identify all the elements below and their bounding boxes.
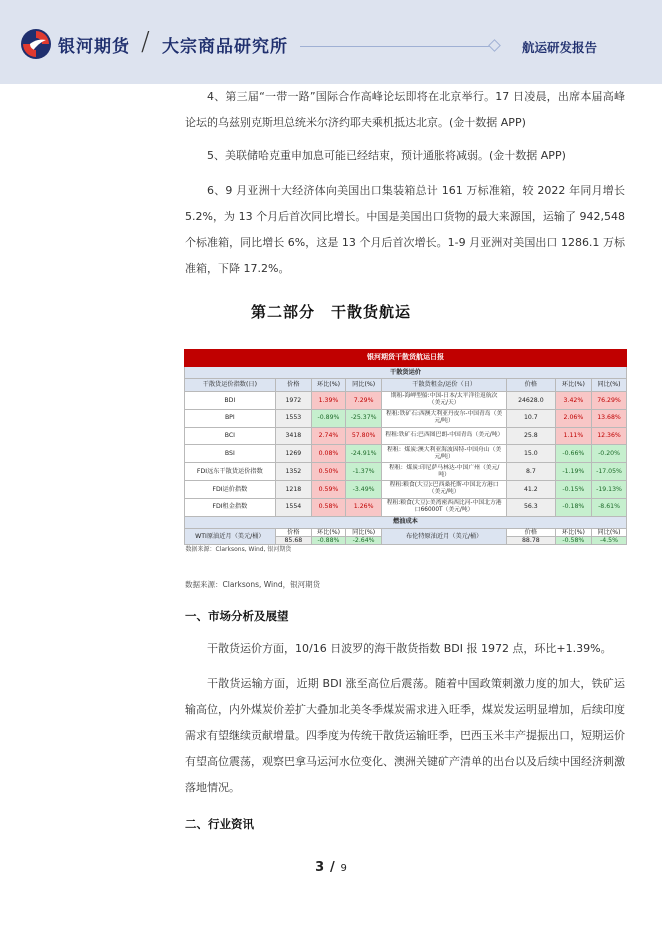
index-price: 1269 <box>275 445 311 463</box>
col-index: 干散货运价指数(日) <box>185 379 276 392</box>
section-title: 第二部分 干散货航运 <box>250 303 411 321</box>
index-price: 1554 <box>275 498 311 516</box>
table-header-row <box>185 379 627 392</box>
page-separator: / <box>329 860 335 875</box>
table-row <box>185 409 627 427</box>
galaxy-futures-logo-icon <box>20 28 52 60</box>
fuel-header: 燃油成本 <box>185 516 627 528</box>
fuel-col-mom: 环比(%) <box>311 528 345 536</box>
route-price: 8.7 <box>506 463 555 481</box>
index-mom: 1.39% <box>311 392 345 410</box>
route-price: 56.3 <box>506 498 555 516</box>
freight-header: 干散货运价 <box>185 367 627 379</box>
route-price: 41.2 <box>506 480 555 498</box>
route-name: 程租：煤炭:澳大利亚海波因特-中国舟山（美元/吨） <box>382 445 507 463</box>
col-price2: 价格 <box>506 379 555 392</box>
fuel-col-price: 价格 <box>275 528 311 536</box>
route-price: 25.8 <box>506 427 555 445</box>
index-yoy: -25.37% <box>345 409 381 427</box>
analysis-heading: 一、市场分析及展望 <box>185 609 289 623</box>
news-heading: 二、行业资讯 <box>185 817 254 831</box>
wti-price: 85.68 <box>275 536 311 544</box>
index-yoy: 1.26% <box>345 498 381 516</box>
route-mom: -0.66% <box>555 445 591 463</box>
route-mom: 3.42% <box>555 392 591 410</box>
table-row <box>185 498 627 516</box>
index-mom: -0.89% <box>311 409 345 427</box>
index-mom: 0.58% <box>311 498 345 516</box>
route-mom: -0.18% <box>555 498 591 516</box>
fuel-col-price2: 价格 <box>506 528 555 536</box>
route-yoy: -8.61% <box>592 498 627 516</box>
route-name: 程租:铁矿石:西澳大利亚丹皮尔-中国青岛（美元/吨） <box>382 409 507 427</box>
fuel-col-yoy2: 同比(%) <box>592 528 627 536</box>
route-mom: -0.15% <box>555 480 591 498</box>
brent-yoy: -4.5% <box>592 536 627 544</box>
index-mom: 0.59% <box>311 480 345 498</box>
index-name: BPI <box>185 409 276 427</box>
route-price: 15.0 <box>506 445 555 463</box>
index-name: FDI租金指数 <box>185 498 276 516</box>
col-mom2: 环比(%) <box>555 379 591 392</box>
index-yoy: 7.29% <box>345 392 381 410</box>
table-row <box>185 392 627 410</box>
header-rule <box>300 46 490 47</box>
route-yoy: -17.05% <box>592 463 627 481</box>
wti-yoy: -2.64% <box>345 536 381 544</box>
index-mom: 2.74% <box>311 427 345 445</box>
table-row <box>185 445 627 463</box>
index-price: 1352 <box>275 463 311 481</box>
index-name: BDI <box>185 392 276 410</box>
fuel-col-mom2: 环比(%) <box>555 528 591 536</box>
news-item-4: 4、第三届“一带一路”国际合作高峰论坛即将在北京举行。17 日凌晨，出席本届高峰论坛的乌兹别克斯坦总统米尔济约耶夫乘机抵达北京。(金十数据 APP) <box>185 90 625 129</box>
index-price: 1553 <box>275 409 311 427</box>
col-price: 价格 <box>275 379 311 392</box>
page-number <box>0 860 662 875</box>
index-price: 1218 <box>275 480 311 498</box>
col-yoy: 同比(%) <box>345 379 381 392</box>
wti-label: WTI原油近月（美元/桶） <box>185 528 276 544</box>
fuel-col-yoy: 同比(%) <box>345 528 381 536</box>
index-price: 1972 <box>275 392 311 410</box>
total-pages: 9 <box>340 863 347 874</box>
brent-mom: -0.58% <box>555 536 591 544</box>
route-mom: -1.19% <box>555 463 591 481</box>
table-title: 银河期货干散货航运日报 <box>185 350 627 367</box>
route-yoy: -19.13% <box>592 480 627 498</box>
news-item-5: 5、美联储哈克重申加息可能已经结束，预计通胀将减弱。(金十数据 APP) <box>207 149 566 162</box>
route-price: 10.7 <box>506 409 555 427</box>
header-divider: / <box>141 27 150 57</box>
route-name: 程租:粮食(大豆):美湾密西西比河-中国北方港口66000T（美元/吨） <box>382 498 507 516</box>
division-name: 大宗商品研究所 <box>162 37 288 57</box>
news-item-6: 6、9 月亚洲十大经济体向美国出口集装箱总计 161 万标准箱，较 2022 年同月增长 5.2%，为 13 个月后首次同比增长。中国是美国出口货物的最大来源国，运输了 942,548 个标准箱，同比增长 6%，这是 13 个月后首次增长。1-9 月亚洲对美国出口 1286.1 万标准箱，下降 17.2%。 <box>185 184 625 275</box>
index-yoy: -3.49% <box>345 480 381 498</box>
brent-label: 布伦特原油近月（美元/桶） <box>382 528 507 544</box>
route-yoy: 13.68% <box>592 409 627 427</box>
index-price: 3418 <box>275 427 311 445</box>
wti-mom: -0.88% <box>311 536 345 544</box>
diamond-icon <box>488 39 501 52</box>
fuel-header-row <box>185 528 627 536</box>
route-yoy: 76.29% <box>592 392 627 410</box>
col-route: 干散货租金/运价（日） <box>382 379 507 392</box>
route-yoy: 12.36% <box>592 427 627 445</box>
page-header <box>0 0 662 84</box>
index-name: FDI运价指数 <box>185 480 276 498</box>
route-name: 程租:铁矿石:巴西图巴朗-中国青岛（美元/吨） <box>382 427 507 445</box>
current-page: 3 <box>315 860 325 875</box>
dry-bulk-daily-table <box>184 349 627 554</box>
source-note: 数据来源：Clarksons, Wind，银河期货 <box>185 580 321 589</box>
route-name: 程租:粮食(大豆):巴西桑托斯-中国北方港口（美元/吨） <box>382 480 507 498</box>
index-name: BCI <box>185 427 276 445</box>
index-name: FDI远东干散货运价指数 <box>185 463 276 481</box>
index-yoy: 57.80% <box>345 427 381 445</box>
table-row <box>185 427 627 445</box>
col-mom: 环比(%) <box>311 379 345 392</box>
route-mom: 2.06% <box>555 409 591 427</box>
brent-price: 88.78 <box>506 536 555 544</box>
route-mom: 1.11% <box>555 427 591 445</box>
route-yoy: -0.20% <box>592 445 627 463</box>
table-row <box>185 463 627 481</box>
index-mom: 0.50% <box>311 463 345 481</box>
analysis-paragraph-2: 干散货运输方面，近期 BDI 涨至高位后震荡。随着中国政策刺激力度的加大，铁矿运输高位，内外煤炭价差扩大叠加北美冬季煤炭需求进入旺季，煤炭发运明显增加，后续印度需求有望继续贡献增量。四季度为传统干散货运输旺季，巴西玉米丰产提振出口，短期运价有望高位震荡，观察巴拿马运河水位变化、澳洲关键矿产清单的出台以及后续中国经济刺激落地情况。 <box>185 677 625 794</box>
table-row <box>185 480 627 498</box>
analysis-paragraph-1: 干散货运价方面，10/16 日波罗的海干散货指数 BDI 报 1972 点，环比+1.39%。 <box>207 642 612 655</box>
route-price: 24628.0 <box>506 392 555 410</box>
report-type: 航运研发报告 <box>522 40 598 55</box>
route-name: 程租：煤炭:印尼萨马林达-中国广州（美元/吨） <box>382 463 507 481</box>
index-yoy: -1.37% <box>345 463 381 481</box>
table-source: 数据来源：Clarksons, Wind, 银河期货 <box>185 545 292 553</box>
index-yoy: -24.91% <box>345 445 381 463</box>
col-yoy2: 同比(%) <box>592 379 627 392</box>
index-name: BSI <box>185 445 276 463</box>
brand-name: 银河期货 <box>58 37 130 57</box>
index-mom: 0.08% <box>311 445 345 463</box>
route-name: 期租-海岬型船:中国-日本/太平洋往返航次（美元/天） <box>382 392 507 410</box>
